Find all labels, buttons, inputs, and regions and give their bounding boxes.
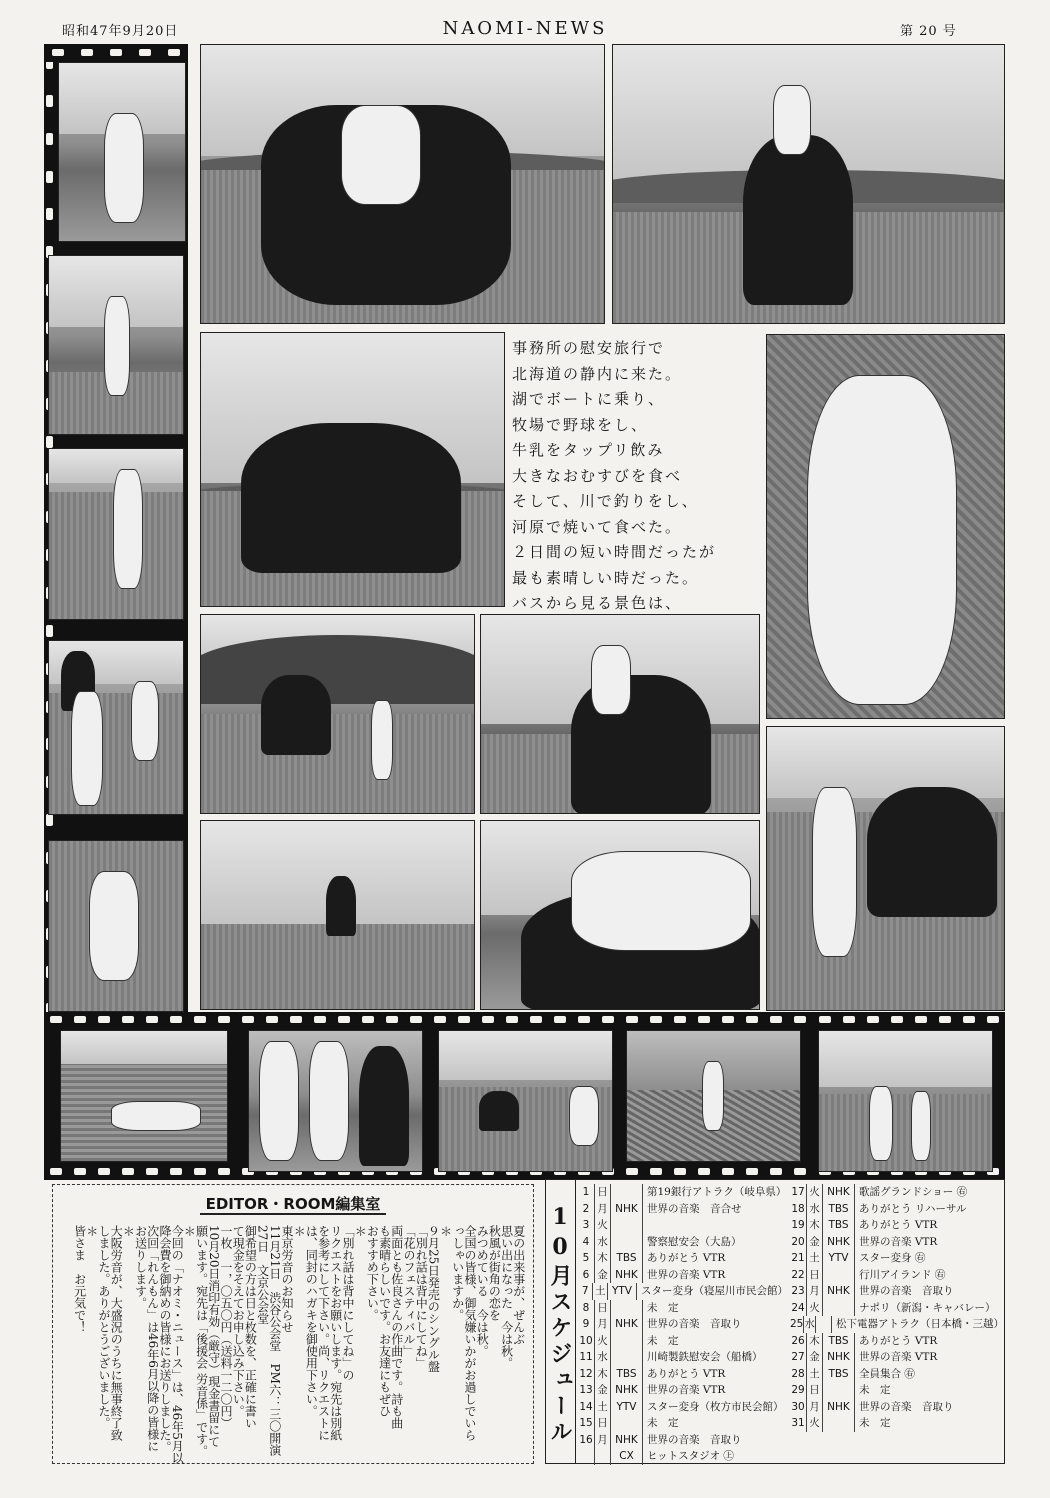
schedule-event: ありがとう VTR bbox=[859, 1334, 938, 1347]
poem-line: 河原で焼いて食べた。 bbox=[512, 517, 683, 536]
photo-rider-on-horse bbox=[612, 44, 1005, 324]
schedule-row bbox=[578, 1300, 788, 1317]
editor-text-column: っしゃいますか。 bbox=[450, 1225, 465, 1321]
schedule-station: NHK bbox=[611, 1201, 643, 1218]
schedule-row bbox=[578, 1432, 788, 1449]
editor-room-title: EDITOR・ROOM編集室 bbox=[53, 1193, 533, 1214]
schedule-event: 未 定 bbox=[647, 1301, 679, 1314]
editor-text-column: て現金をそえてお申し込み下さい。 bbox=[231, 1225, 246, 1417]
editor-text-column: ＊ bbox=[121, 1225, 136, 1237]
editor-text-column: ＊ bbox=[182, 1225, 197, 1237]
schedule-weekday: 火 bbox=[807, 1415, 823, 1432]
schedule-station bbox=[611, 1333, 643, 1350]
schedule-weekday: 日 bbox=[807, 1382, 823, 1399]
film-perforation-top bbox=[44, 44, 188, 62]
schedule-event: スター変身（枚方市民会館） bbox=[647, 1400, 784, 1413]
photo-rowboat bbox=[60, 1030, 228, 1162]
editor-text-column: おすすめ下さい。 bbox=[365, 1225, 380, 1321]
schedule-row bbox=[578, 1234, 788, 1251]
schedule-station: TBS bbox=[823, 1366, 855, 1383]
schedule-station: NHK bbox=[611, 1432, 643, 1449]
schedule-weekday: 木 bbox=[807, 1217, 823, 1234]
schedule-day: 21 bbox=[790, 1250, 807, 1267]
editor-text-column: みつめている 今は秋。 bbox=[475, 1225, 490, 1357]
editor-text-column: は、同封のハガキを御使用下さい。 bbox=[304, 1225, 319, 1417]
schedule-event: 世界の音楽 VTR bbox=[859, 1351, 938, 1363]
schedule-weekday: 月 bbox=[595, 1201, 611, 1218]
schedule-weekday: 月 bbox=[595, 1316, 611, 1333]
schedule-row bbox=[790, 1366, 1004, 1383]
schedule-station: NHK bbox=[611, 1382, 643, 1399]
schedule-day: 4 bbox=[578, 1234, 595, 1251]
poem-line: 牧場で野球をし、 bbox=[512, 415, 649, 434]
editor-text-column: ９月25日発売のシングル盤 bbox=[426, 1225, 441, 1373]
schedule-day: 3 bbox=[578, 1217, 595, 1234]
editor-text-column: 皆さま お元気で！ bbox=[72, 1225, 87, 1333]
schedule-day: 2 bbox=[578, 1201, 595, 1218]
schedule-day: 29 bbox=[790, 1382, 807, 1399]
schedule-weekday: 金 bbox=[595, 1267, 611, 1284]
schedule-weekday: 土 bbox=[595, 1399, 611, 1416]
schedule-row bbox=[578, 1283, 788, 1300]
photo-group bbox=[248, 1030, 423, 1172]
schedule-event: 世界の音楽 VTR bbox=[647, 1268, 726, 1281]
editor-text-column: しました。ありがとうございました。 bbox=[97, 1225, 111, 1429]
schedule-day: 15 bbox=[578, 1415, 595, 1432]
schedule-day: 18 bbox=[790, 1201, 807, 1218]
schedule-event: 世界の音楽 音取り bbox=[647, 1433, 742, 1446]
issue-date: 昭和47年9月20日 bbox=[62, 24, 179, 39]
photo-hat-lying-on-horse bbox=[480, 820, 760, 1010]
schedule-event: 世界の音楽 音取り bbox=[859, 1285, 954, 1297]
poem-line: そして、川で釣りをし、 bbox=[512, 492, 699, 510]
schedule-station: YTV bbox=[611, 1399, 643, 1416]
schedule-event: 世界の音楽 音取り bbox=[859, 1400, 954, 1413]
poem-line: 牛乳をタップリ飲み bbox=[512, 441, 665, 459]
schedule-weekday: 火 bbox=[807, 1184, 823, 1201]
photo-pasture-horses bbox=[438, 1030, 613, 1172]
schedule-station bbox=[611, 1217, 643, 1234]
poem-line: 大きなおむすびを食べ bbox=[512, 466, 683, 485]
poem-line: 事務所の慰安旅行で bbox=[512, 339, 666, 357]
schedule-weekday: 金 bbox=[807, 1349, 823, 1366]
schedule-station: TBS bbox=[823, 1217, 855, 1234]
schedule-station bbox=[823, 1382, 855, 1399]
schedule-weekday: 火 bbox=[595, 1333, 611, 1350]
schedule-row bbox=[790, 1201, 1004, 1218]
october-schedule bbox=[545, 1179, 1005, 1464]
editor-text-column: 「花のフェスティバル」 bbox=[402, 1225, 416, 1357]
schedule-event: 未 定 bbox=[647, 1417, 679, 1429]
editor-text-column: 東京労音のお知らせ bbox=[280, 1225, 294, 1333]
schedule-day: 12 bbox=[578, 1366, 595, 1383]
editor-text-column: ＊ bbox=[292, 1225, 307, 1237]
photo-raised-arms bbox=[58, 62, 186, 242]
schedule-station: NHK bbox=[823, 1399, 855, 1416]
editor-text-column: 御希望の方は日と枚数を、正確に書い bbox=[243, 1225, 258, 1429]
schedule-day: 10 bbox=[578, 1333, 595, 1350]
schedule-station bbox=[611, 1184, 643, 1201]
photo-horse-and-pony bbox=[766, 726, 1005, 1011]
schedule-event: ナポリ（新潟・キャバレー） bbox=[859, 1301, 996, 1314]
poem-line: ２日間の短い時間だったが bbox=[512, 543, 717, 561]
editor-text-column: 降会費を御納めの皆様にお送りしました。 bbox=[158, 1225, 172, 1453]
schedule-row bbox=[578, 1333, 788, 1350]
schedule-row bbox=[578, 1267, 788, 1284]
schedule-event: 世界の音楽 VTR bbox=[647, 1384, 726, 1396]
schedule-row bbox=[578, 1201, 788, 1218]
schedule-weekday: 火 bbox=[595, 1217, 611, 1234]
schedule-station: CX bbox=[611, 1448, 643, 1465]
schedule-station: TBS bbox=[611, 1366, 643, 1383]
schedule-day: 17 bbox=[790, 1184, 807, 1201]
schedule-event: 世界の音楽 音合せ bbox=[647, 1202, 742, 1215]
schedule-event: 世界の音楽 VTR bbox=[859, 1235, 938, 1248]
schedule-weekday: 月 bbox=[595, 1432, 611, 1449]
schedule-station: TBS bbox=[823, 1201, 855, 1218]
schedule-event: 警察慰安会（大島） bbox=[647, 1235, 742, 1248]
schedule-day bbox=[578, 1448, 595, 1465]
editor-text-column: ＊ bbox=[84, 1225, 99, 1237]
schedule-day: 26 bbox=[790, 1333, 807, 1350]
schedule-station bbox=[823, 1300, 855, 1317]
editor-text-column: 思い出になった 今は秋。 bbox=[499, 1225, 514, 1369]
schedule-weekday: 日 bbox=[595, 1184, 611, 1201]
schedule-row bbox=[790, 1382, 1004, 1399]
editor-text-column: 10月20日消印有効（厳守）現金書留にて bbox=[206, 1225, 221, 1448]
schedule-weekday: 水 bbox=[807, 1201, 823, 1218]
schedule-day: 7 bbox=[578, 1283, 593, 1300]
editor-text-column: 両面とも佐良さんの作曲です。詩も曲 bbox=[389, 1225, 404, 1429]
schedule-station bbox=[816, 1316, 832, 1333]
editor-text-column: リクエストをお願いします。宛先は別紙 bbox=[328, 1225, 343, 1441]
schedule-weekday: 木 bbox=[595, 1366, 611, 1383]
schedule-station bbox=[823, 1267, 855, 1284]
schedule-day: 11 bbox=[578, 1349, 595, 1366]
schedule-day: 8 bbox=[578, 1300, 595, 1317]
schedule-row bbox=[578, 1399, 788, 1416]
issue-number: 第 20 号 bbox=[900, 24, 957, 39]
schedule-row bbox=[790, 1184, 1004, 1201]
schedule-day: 6 bbox=[578, 1267, 595, 1284]
schedule-row bbox=[578, 1366, 788, 1383]
editor-text-column: 27日 文京公会堂 bbox=[255, 1225, 270, 1325]
schedule-event: ありがとう VTR bbox=[859, 1219, 938, 1231]
photo-farm-road bbox=[818, 1030, 993, 1172]
schedule-left-column bbox=[578, 1184, 788, 1465]
schedule-row bbox=[790, 1234, 1004, 1251]
schedule-station bbox=[611, 1234, 643, 1251]
schedule-event: ヒットスタジオ ㊤ bbox=[647, 1450, 734, 1462]
photo-distant-rider bbox=[200, 820, 475, 1010]
schedule-weekday: 水 bbox=[804, 1316, 816, 1333]
schedule-station: NHK bbox=[823, 1283, 855, 1300]
schedule-event: 行川アイランド ㊨ bbox=[859, 1268, 946, 1281]
schedule-day: 20 bbox=[790, 1234, 807, 1251]
schedule-event: ありがとう VTR bbox=[647, 1367, 726, 1380]
schedule-weekday: 水 bbox=[595, 1234, 611, 1251]
schedule-weekday: 土 bbox=[593, 1283, 608, 1300]
schedule-row bbox=[790, 1267, 1004, 1284]
schedule-weekday: 水 bbox=[595, 1349, 611, 1366]
schedule-day: 31 bbox=[790, 1415, 807, 1432]
schedule-day: 13 bbox=[578, 1382, 595, 1399]
schedule-station: NHK bbox=[611, 1316, 643, 1333]
schedule-weekday: 日 bbox=[595, 1415, 611, 1432]
photo-saddled-horse bbox=[200, 332, 505, 607]
schedule-event: 全員集合 ㊨ bbox=[859, 1367, 915, 1380]
editor-text-column: 秋風が街角の恋を bbox=[487, 1225, 502, 1321]
editor-text-column: 一枚 一，〇五〇円（送料一二〇円） bbox=[219, 1225, 233, 1429]
poem-line: 最も素晴しい時だった。 bbox=[512, 568, 700, 587]
editor-text-column: お送りします。 bbox=[133, 1225, 148, 1309]
schedule-row bbox=[578, 1184, 788, 1201]
schedule-station: NHK bbox=[823, 1349, 855, 1366]
schedule-event: ありがとう リハーサル bbox=[859, 1202, 967, 1215]
schedule-day: 9 bbox=[578, 1316, 595, 1333]
editor-text-column: 大阪労音が、大盛況のうちに無事終了致 bbox=[109, 1225, 124, 1441]
schedule-title: 10月スケジュール bbox=[546, 1180, 576, 1463]
newspaper-title: NAOMI-NEWS bbox=[442, 18, 608, 39]
schedule-weekday: 月 bbox=[807, 1399, 823, 1416]
schedule-row bbox=[790, 1316, 1004, 1333]
schedule-event: 世界の音楽 音取り bbox=[647, 1318, 742, 1330]
photo-riverside bbox=[626, 1030, 801, 1162]
schedule-station: NHK bbox=[823, 1234, 855, 1251]
schedule-row bbox=[790, 1399, 1004, 1416]
schedule-station: NHK bbox=[611, 1267, 643, 1284]
schedule-weekday: 木 bbox=[807, 1333, 823, 1350]
schedule-weekday: 日 bbox=[807, 1267, 823, 1284]
photo-seated-drinking bbox=[48, 840, 184, 1012]
schedule-station: YTV bbox=[823, 1250, 855, 1267]
schedule-weekday: 月 bbox=[807, 1283, 823, 1300]
schedule-day: 16 bbox=[578, 1432, 595, 1449]
schedule-weekday: 土 bbox=[807, 1250, 823, 1267]
photo-lying-in-grass bbox=[766, 334, 1005, 719]
schedule-station bbox=[823, 1415, 855, 1432]
schedule-event: スター変身 ㊨ bbox=[859, 1252, 926, 1264]
schedule-weekday: 金 bbox=[595, 1382, 611, 1399]
schedule-day: 27 bbox=[790, 1349, 807, 1366]
schedule-event: 松下電器アトラク（日本橋・三越） bbox=[836, 1318, 1004, 1330]
photo-leading-horse bbox=[200, 614, 475, 814]
schedule-station bbox=[611, 1415, 643, 1432]
editor-text-column: 願います。宛先は「後援会 労音係」です。 bbox=[194, 1225, 209, 1457]
schedule-weekday: 土 bbox=[807, 1366, 823, 1383]
schedule-right-column bbox=[790, 1184, 1004, 1432]
schedule-row bbox=[578, 1250, 788, 1267]
editor-text-column: 「別れ話は背中にしてね」 bbox=[414, 1225, 429, 1369]
schedule-event: 川崎製鉄慰安会（船橋） bbox=[647, 1351, 763, 1363]
editor-text-column: を参考にして下さい。尚、リクエストに bbox=[316, 1225, 331, 1441]
editor-text-column: 11月21日 渋谷公会堂 PM六：三〇開演 bbox=[267, 1225, 282, 1456]
schedule-row bbox=[578, 1349, 788, 1366]
schedule-event: 未 定 bbox=[859, 1417, 891, 1429]
schedule-station: TBS bbox=[823, 1333, 855, 1350]
schedule-row bbox=[578, 1382, 788, 1399]
poem-line: バスから見る景色は、 bbox=[512, 594, 683, 612]
schedule-day: 5 bbox=[578, 1250, 595, 1267]
editor-text-column: 「別れ話は背中にしてね」の bbox=[341, 1225, 355, 1381]
schedule-day: 28 bbox=[790, 1366, 807, 1383]
schedule-row bbox=[790, 1217, 1004, 1234]
editor-text-column: ＊ bbox=[353, 1225, 368, 1237]
editor-text-column: 今回の「ナオミ・ニュース」は、46年5月以 bbox=[170, 1225, 185, 1464]
schedule-event: 未 定 bbox=[859, 1384, 891, 1396]
schedule-day: 19 bbox=[790, 1217, 807, 1234]
schedule-day: 1 bbox=[578, 1184, 595, 1201]
schedule-day: 22 bbox=[790, 1267, 807, 1284]
poem-line: 湖でボートに乗り、 bbox=[512, 390, 666, 408]
photo-horse-rider-closeup bbox=[200, 44, 605, 324]
schedule-row bbox=[790, 1415, 1004, 1432]
photo-rider-waving bbox=[480, 614, 760, 814]
schedule-day: 25 bbox=[790, 1316, 804, 1333]
schedule-weekday: 火 bbox=[807, 1300, 823, 1317]
schedule-event: スター変身（寝屋川市民会館） bbox=[641, 1285, 788, 1297]
schedule-weekday: 金 bbox=[807, 1234, 823, 1251]
schedule-row bbox=[790, 1349, 1004, 1366]
schedule-station bbox=[611, 1349, 643, 1366]
schedule-row bbox=[578, 1316, 788, 1333]
schedule-event: 未 定 bbox=[647, 1334, 679, 1347]
schedule-row bbox=[578, 1415, 788, 1432]
schedule-event bbox=[643, 1217, 647, 1234]
schedule-row bbox=[790, 1250, 1004, 1267]
schedule-station: YTV bbox=[608, 1283, 637, 1300]
schedule-day: 23 bbox=[790, 1283, 807, 1300]
poem-line: 北海道の静内に来た。 bbox=[512, 364, 683, 383]
schedule-row bbox=[790, 1333, 1004, 1350]
schedule-event: 第19銀行アトラク（岐阜県） bbox=[647, 1186, 787, 1198]
schedule-station: NHK bbox=[823, 1184, 855, 1201]
schedule-row bbox=[790, 1283, 1004, 1300]
schedule-day: 30 bbox=[790, 1399, 807, 1416]
schedule-event: ありがとう VTR bbox=[647, 1252, 726, 1264]
schedule-row bbox=[578, 1217, 788, 1234]
schedule-day: 14 bbox=[578, 1399, 595, 1416]
editor-text-column: ＊ bbox=[438, 1225, 453, 1237]
editor-text-column: 次回「れんもん」は46年6月以降の皆様に bbox=[145, 1225, 160, 1452]
schedule-station bbox=[611, 1300, 643, 1317]
schedule-row bbox=[790, 1300, 1004, 1317]
schedule-station: TBS bbox=[611, 1250, 643, 1267]
editor-room-section bbox=[52, 1184, 534, 1464]
photo-baseball bbox=[48, 448, 184, 620]
schedule-row bbox=[578, 1448, 788, 1465]
schedule-weekday: 日 bbox=[595, 1300, 611, 1317]
editor-text-column: 全国の皆様、御気嫌いかがお過しでいら bbox=[463, 1225, 477, 1441]
schedule-weekday: 木 bbox=[595, 1250, 611, 1267]
schedule-weekday bbox=[595, 1448, 611, 1465]
photo-horse-people bbox=[48, 640, 184, 815]
editor-text-column: 夏の出来事が、ぜんぶ bbox=[511, 1225, 526, 1345]
schedule-event: 歌謡グランドショー ㊨ bbox=[859, 1186, 968, 1198]
schedule-day: 24 bbox=[790, 1300, 807, 1317]
photo-fishing bbox=[48, 255, 184, 435]
editor-text-column: も素晴らしいです。お友達にもぜひ bbox=[377, 1225, 392, 1417]
